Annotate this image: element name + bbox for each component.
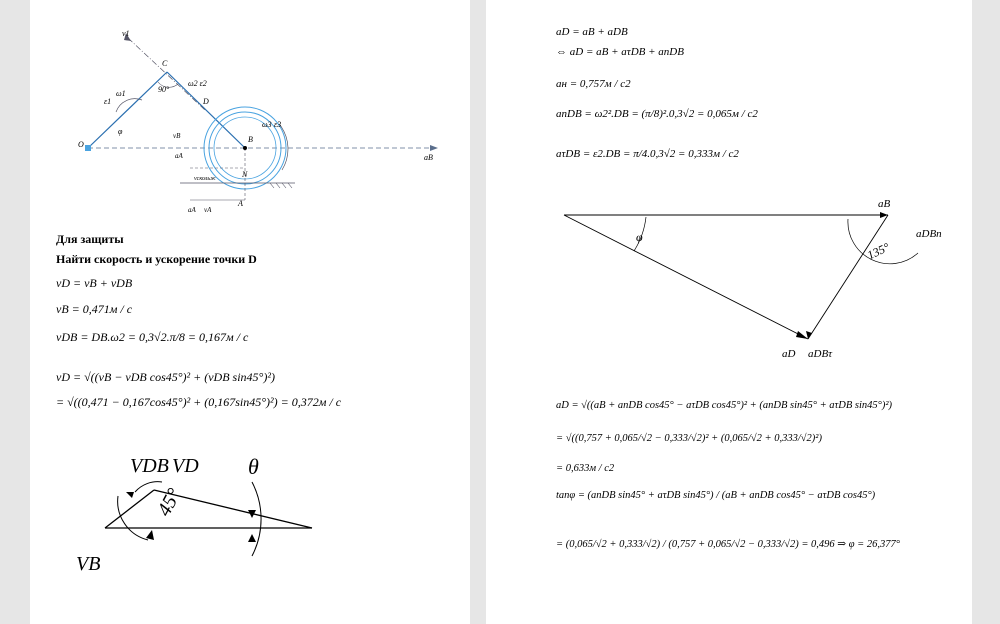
label-vb: vB: [173, 132, 181, 140]
diag-angle: 135°: [865, 239, 892, 263]
sketch-theta: θ: [248, 454, 259, 479]
label-b: B: [248, 135, 253, 144]
diag-ad: aD: [782, 348, 796, 360]
mechanism-diagram: [30, 0, 470, 225]
eq-an-db: anDB = ω2².DB = (π/8)².0,3√2 = 0,065м / с2: [556, 108, 758, 120]
label-d: D: [203, 97, 209, 106]
velocity-triangle-sketch: [30, 430, 470, 600]
label-omega1: ω1: [116, 89, 126, 98]
eq-ad-components: ⇔ aD = aB + aτDB + anDB: [556, 46, 684, 58]
label-va: vA: [204, 206, 212, 214]
label-o: O: [78, 140, 84, 149]
eq-ad-value: = 0,633м / с2: [556, 463, 615, 474]
sketch-vd: VD: [172, 455, 199, 477]
eq-ad-vector: aD = aB + aDB: [556, 26, 628, 38]
acceleration-diagram: [486, 195, 972, 365]
label-omega3: ω3: [262, 120, 272, 129]
label-phi: φ: [118, 127, 123, 136]
sketch-angle: 45°: [153, 484, 186, 520]
label-n: N: [242, 170, 248, 179]
eq-tan-phi: tanφ = (anDB sin45° + aτDB sin45°) / (aB + anDB cos45° − aτDB cos45°): [556, 490, 876, 501]
label-v1: v1: [122, 29, 130, 38]
diag-adbt: aDBτ: [808, 348, 833, 360]
eq-vdb: vDB = DB.ω2 = 0,3√2.π/8 = 0,167м / с: [56, 330, 249, 344]
diag-ab: aB: [878, 198, 891, 210]
label-vskol: vскольж: [194, 176, 216, 182]
eq-ad-root: aD = √((aB + anDB cos45° − aτDB cos45°)² + (anDB sin45° + aτDB sin45°)²): [556, 400, 893, 411]
diag-phi: φ: [636, 230, 643, 244]
eq-ad-substituted: = √((0,757 + 0,065/√2 − 0,333/√2)² + (0,065/√2 + 0,333/√2)²): [556, 433, 822, 444]
label-ab: aB: [424, 153, 433, 162]
heading-task: Найти скорость и ускорение точки D: [56, 252, 257, 266]
eq-phi-value: = (0,065/√2 + 0,333/√2) / (0,757 + 0,065/√2 − 0,333/√2) = 0,496 ⇒ φ = 26,377°: [556, 539, 900, 550]
eq-vd-vector: vD = vB + vDB: [56, 276, 133, 290]
eq-an: aн = 0,757м / с2: [556, 78, 631, 90]
right-page: [486, 0, 972, 624]
diag-adbn: aDBn: [916, 228, 942, 240]
heading-for-defense: Для защиты: [56, 232, 124, 246]
eq-vd-value: = √((0,471 − 0,167cos45°)² + (0,167sin45°)²) = 0,372м / с: [56, 395, 342, 409]
label-c: C: [162, 59, 168, 68]
eq-vd-root: vD = √((vB − vDB cos45°)² + (vDB sin45°)²): [56, 370, 275, 384]
label-aa-bottom: aA: [188, 206, 196, 214]
label-90: 90°: [158, 85, 170, 94]
label-aa: aA: [175, 152, 183, 160]
sketch-vb: VB: [76, 553, 101, 575]
label-a: A: [238, 199, 243, 208]
label-eps3: ε3: [274, 120, 282, 129]
label-omega2eps2: ω2 ε2: [188, 79, 207, 88]
eq-vb: vB = 0,471м / с: [56, 302, 133, 316]
label-eps1: ε1: [104, 97, 112, 106]
sketch-vdb: VDB: [130, 455, 169, 477]
eq-at-db: aτDB = ε2.DB = π/4.0,3√2 = 0,333м / с2: [556, 148, 739, 160]
left-page: [30, 0, 470, 624]
